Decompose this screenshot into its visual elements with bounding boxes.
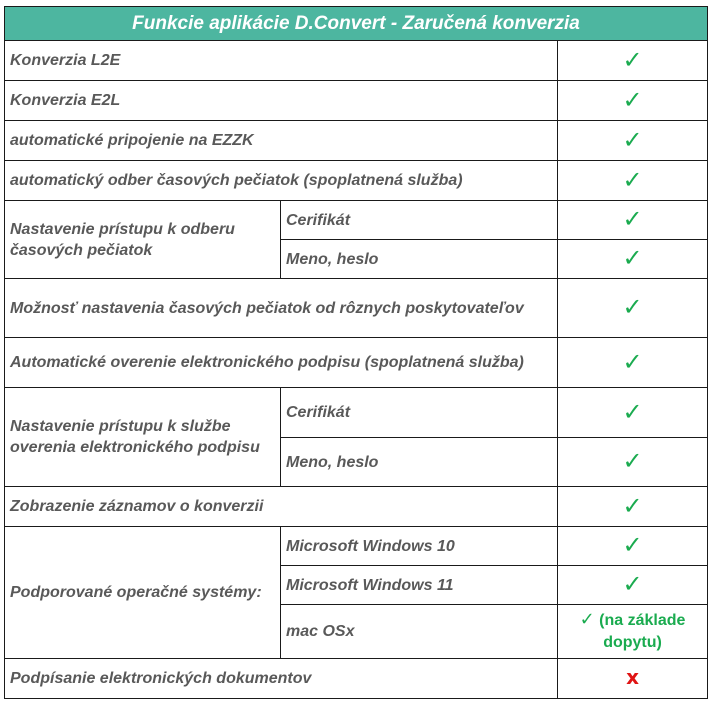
feature-sig-access: Nastavenie prístupu k službe overenia elektronického podpisu [5, 388, 281, 487]
check-icon: ✓ [558, 487, 708, 527]
check-icon: ✓ [558, 121, 708, 161]
feature-signing: Podpísanie elektronických dokumentov [5, 659, 558, 699]
feature-table [4, 6, 708, 699]
mac-note: (na základe dopytu) [599, 611, 686, 651]
check-icon: ✓ [558, 161, 708, 201]
feature-os: Podporované operačné systémy: [5, 527, 281, 659]
feature-e2l: Konverzia E2L [5, 81, 558, 121]
feature-records: Zobrazenie záznamov o konverzii [5, 487, 558, 527]
os-win10: Microsoft Windows 10 [281, 527, 558, 566]
check-icon: ✓ [558, 240, 708, 279]
check-icon: ✓ [558, 438, 708, 487]
check-icon: ✓ [558, 279, 708, 338]
os-win11: Microsoft Windows 11 [281, 566, 558, 605]
check-icon: ✓ [579, 608, 595, 630]
feature-sig-verify: Automatické overenie elektronického podpisu (spoplatnená služba) [5, 338, 558, 388]
check-note-cell [558, 605, 708, 659]
os-mac: mac OSx [281, 605, 558, 659]
check-icon: ✓ [558, 41, 708, 81]
check-with-note [558, 610, 707, 654]
ts-access-certificate: Cerifikát [281, 201, 558, 240]
check-icon: ✓ [558, 527, 708, 566]
sig-access-certificate: Cerifikát [281, 388, 558, 438]
feature-timestamps: automatický odber časových pečiatok (spoplatnená služba) [5, 161, 558, 201]
check-icon: ✓ [558, 566, 708, 605]
feature-ezzk: automatické pripojenie na EZZK [5, 121, 558, 161]
check-icon: ✓ [558, 338, 708, 388]
feature-ts-access: Nastavenie prístupu k odberu časových pečiatok [5, 201, 281, 279]
table-title: Funkcie aplikácie D.Convert - Zaručená konverzia [5, 7, 708, 41]
feature-ts-providers: Možnosť nastavenia časových pečiatok od rôznych poskytovateľov [5, 279, 558, 338]
feature-l2e: Konverzia L2E [5, 41, 558, 81]
check-icon: ✓ [558, 201, 708, 240]
check-icon: ✓ [558, 81, 708, 121]
check-icon: ✓ [558, 388, 708, 438]
ts-access-credentials: Meno, heslo [281, 240, 558, 279]
sig-access-credentials: Meno, heslo [281, 438, 558, 487]
cross-icon: x [558, 659, 708, 699]
